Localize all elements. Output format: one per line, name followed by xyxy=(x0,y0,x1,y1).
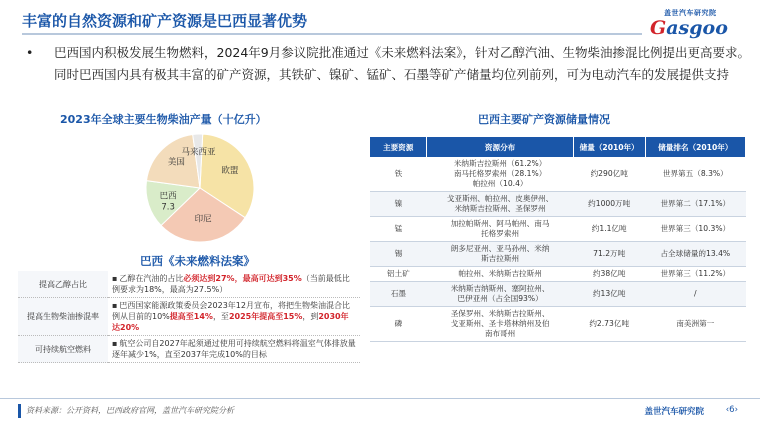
logo-subtitle: 盖世汽车研究院 xyxy=(664,9,717,17)
mineral-row xyxy=(370,282,746,307)
highlight-text: 必须达到27%，最高可达到35% xyxy=(183,274,302,283)
body-text: 巴西国家能源政策委员会2023年12月宣布，将把生物柴油混合比例从目前的10% xyxy=(112,301,350,321)
mineral-reserve: 约1000万吨 xyxy=(573,192,645,217)
law-row xyxy=(18,298,360,336)
square-bullet-icon: ▪ xyxy=(112,274,118,283)
mineral-rank: 世界第三（10.3%） xyxy=(645,217,745,242)
mineral-name: 石墨 xyxy=(370,282,427,307)
mineral-reserve: 约1.1亿吨 xyxy=(573,217,645,242)
law-row-text xyxy=(108,298,360,336)
mineral-reserve: 约13亿吨 xyxy=(573,282,645,307)
mineral-rank: 世界第三（11.2%） xyxy=(645,267,745,282)
highlight-text: 提高至14% xyxy=(169,312,213,321)
title-divider xyxy=(22,33,642,35)
pie-label: 欧盟 xyxy=(221,165,239,176)
law-row-label: 提高生物柴油掺混率 xyxy=(18,298,108,336)
minerals-table xyxy=(370,137,746,342)
law-row-label: 提高乙醇占比 xyxy=(18,271,108,298)
mineral-rank: 南美洲第一 xyxy=(645,307,745,342)
mineral-rank: 世界第五（8.3%） xyxy=(645,157,745,192)
footer-brand: 盖世汽车研究院 xyxy=(644,407,704,417)
mineral-row xyxy=(370,217,746,242)
mineral-distribution: 圣保罗州、米纳斯吉拉斯州、 戈亚斯州、圣卡塔林纳州及伯 南布哥州 xyxy=(427,307,573,342)
law-row-label: 可持续航空燃料 xyxy=(18,336,108,363)
mineral-distribution: 帕拉州、米纳斯吉拉斯州 xyxy=(427,267,573,282)
mineral-row xyxy=(370,157,746,192)
intro-text: 巴西国内积极发展生物燃料，2024年9月参议院批准通过《未来燃料法案》，针对乙醇汽油、生物柴油掺混比例提出更高要求。同时巴西国内具有极其丰富的矿产资源，其铁矿、镍矿、锰矿、石墨等矿产储量均位列前列，可为电动汽车的发展提供支持 xyxy=(54,45,751,82)
minerals-table-title: 巴西主要矿产资源储量情况 xyxy=(478,113,610,126)
mineral-reserve: 约2.73亿吨 xyxy=(573,307,645,342)
mineral-reserve: 约290亿吨 xyxy=(573,157,645,192)
mineral-name: 锡 xyxy=(370,242,427,267)
mineral-distribution: 米纳斯吉拉斯州（61.2%） 南马托格罗索州（28.1%） 帕拉州（10.4） xyxy=(427,157,573,192)
law-row-text xyxy=(108,271,360,298)
footer-accent xyxy=(18,404,21,418)
square-bullet-icon: ▪ xyxy=(112,339,118,348)
chart-title: 2023年全球主要生物柴油产量（十亿升） xyxy=(60,113,267,126)
gasgoo-logo xyxy=(636,8,746,40)
body-text: 乙醇在汽油的占比 xyxy=(119,274,184,283)
mineral-row xyxy=(370,192,746,217)
mineral-distribution: 米纳斯吉纳斯州、塞阿拉州、 巴伊亚州（占全国93%） xyxy=(427,282,573,307)
fuel-law-table xyxy=(18,271,360,363)
page-title: 丰富的自然资源和矿产资源是巴西显著优势 xyxy=(22,12,308,30)
square-bullet-icon: ▪ xyxy=(112,301,118,310)
highlight-text: 2025年提高至15% xyxy=(228,312,303,321)
pie-label: 马来西亚 xyxy=(181,147,216,158)
minerals-header-row xyxy=(370,137,746,157)
body-text: ，至 xyxy=(212,312,229,321)
header-resource: 主要资源 xyxy=(370,137,427,157)
mineral-row xyxy=(370,267,746,282)
law-row xyxy=(18,336,360,363)
page-number: ‹6› xyxy=(725,405,738,415)
mineral-rank: 占全球储量的13.4% xyxy=(645,242,745,267)
mineral-name: 铁 xyxy=(370,157,427,192)
mineral-distribution: 朗多尼亚州、亚马孙州、米纳 斯吉拉斯州 xyxy=(427,242,573,267)
highlight-text: 2030年达20% xyxy=(112,312,349,332)
pie-label: 印尼 xyxy=(194,214,212,225)
mineral-name: 磷 xyxy=(370,307,427,342)
footer-divider xyxy=(0,398,760,399)
mineral-row xyxy=(370,242,746,267)
header-reserve: 储量（2010年） xyxy=(573,137,645,157)
biodiesel-pie-chart xyxy=(130,130,270,246)
law-row-text xyxy=(108,336,360,363)
header-rank: 储量排名（2010年） xyxy=(645,137,745,157)
mineral-distribution: 加拉帕斯州、阿马帕州、南马 托格罗索州 xyxy=(427,217,573,242)
logo-rest: asgoo xyxy=(666,17,728,39)
body-text: ，到 xyxy=(302,312,319,321)
mineral-reserve: 约38亿吨 xyxy=(573,267,645,282)
pie-value-label: 7.3 xyxy=(161,202,175,213)
mineral-rank: / xyxy=(645,282,745,307)
pie-label: 美国 xyxy=(167,157,185,168)
mineral-name: 镍 xyxy=(370,192,427,217)
body-text: （当前最低比例要求为18%，最高为27.5%） xyxy=(112,274,350,294)
source-note: 资料来源：公开资料，巴西政府官网，盖世汽车研究院分析 xyxy=(26,406,234,415)
mineral-row xyxy=(370,307,746,342)
pie-label: 巴西 xyxy=(159,191,177,202)
mineral-distribution: 戈亚斯州、帕拉州、皮奥伊州、 米纳斯吉拉斯州、圣保罗州 xyxy=(427,192,573,217)
mineral-rank: 世界第二（17.1%） xyxy=(645,192,745,217)
law-title: 巴西《未来燃料法案》 xyxy=(140,254,255,268)
header-distribution: 资源分布 xyxy=(427,137,573,157)
mineral-reserve: 71.2万吨 xyxy=(573,242,645,267)
law-row xyxy=(18,271,360,298)
logo-g: G xyxy=(650,17,667,39)
mineral-name: 铝土矿 xyxy=(370,267,427,282)
body-text: 航空公司自2027年起须通过使用可持续航空燃料将温室气体排放量逐年减少1%，直至2037年完成10%的目标 xyxy=(112,339,356,359)
bullet-dot-icon: • xyxy=(26,45,34,60)
mineral-name: 锰 xyxy=(370,217,427,242)
logo-wordmark xyxy=(650,17,728,39)
